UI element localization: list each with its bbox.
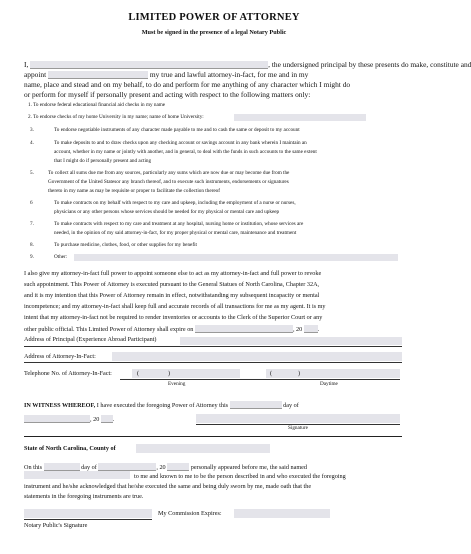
daytime-paren-open: ( xyxy=(270,370,273,377)
expire-label: other public official. This Limited Power of Attorney shall expire on xyxy=(24,326,194,333)
appeared-text: personally appeared before me, the said named xyxy=(190,464,308,471)
evening-caption: Evening xyxy=(168,381,186,387)
witness-period: . xyxy=(112,416,115,423)
notary-line-3: instrument and he/she acknowledged that he/she executed the same and being duly sworn by me, made oath that the xyxy=(24,483,312,490)
principal-signature-field[interactable] xyxy=(196,414,400,423)
intro-line-4: or perform for myself if personally present and acting with respect to the following matters only: xyxy=(24,90,311,99)
notary-day-field[interactable] xyxy=(44,463,80,471)
item-number: 4. xyxy=(30,140,34,146)
daytime-caption: Daytime xyxy=(320,381,338,387)
item-1 xyxy=(28,102,165,108)
item-3-text: To endorse negotiable instruments of any character made payable to me and to cash the same or deposit to my account xyxy=(54,127,300,133)
item-number: 1. xyxy=(28,102,32,108)
notary-state-label: State of North Carolina, County of xyxy=(24,445,116,452)
item-number: 8. xyxy=(30,242,34,248)
notary-year-field[interactable] xyxy=(167,463,189,471)
grant-line-2: such appointment. This Power of Attorney is executed pursuant to the General Statues of North Carolina, Chapter 32A, xyxy=(24,281,320,288)
item-5-line-2: Government of the United Statesor any branch thereof, and to execute such instruments, endorsements or signatures xyxy=(48,179,289,185)
notary-state-line xyxy=(24,445,116,452)
expire-year-field[interactable] xyxy=(304,325,318,333)
notary-signature-caption: Notary Public's Signature xyxy=(24,522,88,529)
document-title: LIMITED POWER OF ATTORNEY xyxy=(128,12,300,23)
appeared-name-field[interactable] xyxy=(24,471,130,479)
intro-line-1 xyxy=(24,60,471,69)
expire-period: . xyxy=(317,326,320,333)
grant-line-6 xyxy=(24,325,319,333)
intro-line-3: name, place and stead and on my behalf, to do and perform for me anything of any character which I might do xyxy=(24,80,351,89)
home-university-field[interactable] xyxy=(234,114,366,121)
notary-signature-line xyxy=(24,519,152,520)
item-number: 5. xyxy=(30,170,34,176)
notary-month-field[interactable] xyxy=(98,463,156,471)
item-6-line-2: physicians or any other persons whose services should be needed for my physical or mental care and upkeep xyxy=(54,209,280,215)
notary-line-4: statements in the foregoing instruments are true. xyxy=(24,493,144,500)
item-6-line-1: To make contracts on my behalf with respect to my care and upkeep, including the employment of a nurse or nurses, xyxy=(54,200,296,206)
item-text: To endorse checks of my home University in my name; name of home University: xyxy=(33,114,204,120)
witness-year-field[interactable] xyxy=(101,415,113,423)
item-5 xyxy=(30,170,34,176)
on-this-label: On this xyxy=(24,464,43,471)
intro-line-2-text: my true and lawful attorney-in-fact, for me and in my xyxy=(149,70,309,79)
intro-appoint-label: appoint xyxy=(24,70,47,79)
evening-paren-close: ) xyxy=(168,370,171,377)
commission-expires-field[interactable] xyxy=(234,509,330,518)
item-9-label: Other: xyxy=(54,254,68,260)
attorney-address-field[interactable] xyxy=(112,352,402,361)
expire-year-label: , 20 xyxy=(292,326,303,333)
attorney-address-label: Address of Attorney-In-Fact: xyxy=(24,353,96,360)
witness-day-field[interactable] xyxy=(230,401,282,409)
notary-year-label: , 20 xyxy=(156,464,166,471)
commission-label: My Commission Expires: xyxy=(158,510,222,517)
intro-line-2 xyxy=(24,70,308,79)
witness-month-field[interactable] xyxy=(24,415,90,423)
notary-day-of: day of xyxy=(81,464,97,471)
daytime-paren-close: ) xyxy=(298,370,301,377)
principal-address-field[interactable] xyxy=(180,337,402,345)
intro-line-1-text: , the undersigned principal by these presents do make, constitute and xyxy=(268,60,471,69)
witness-bold: IN WITNESS WHEREOF, xyxy=(24,402,96,409)
item-7 xyxy=(30,221,34,227)
principal-address-line xyxy=(24,346,402,347)
intro-i-label: I, xyxy=(24,60,29,69)
witness-year-label: , 20 xyxy=(90,416,100,423)
notary-divider xyxy=(24,436,402,437)
item-number: 9. xyxy=(30,254,34,260)
item-3 xyxy=(30,127,34,133)
item-4-line-1: To make deposits to and to draw checks upon any checking account or savings account in any bank wherein I maintain an xyxy=(54,140,307,146)
notary-line-2: to me and known to me to be the person described in and who executed the foregoing xyxy=(134,473,346,480)
witness-text: I have executed the foregoing Power of Attorney this xyxy=(95,402,229,409)
grant-line-1: I also give my attorney-in-fact full power to appoint someone else to act as my attorney-in-fact and full power to revoke xyxy=(24,270,322,277)
grant-line-4: incompetence; and my attorney-in-fact shall keep full and accurate records of all transactions for me as my agent. It is my xyxy=(24,303,326,310)
county-field[interactable] xyxy=(136,444,270,453)
grant-line-3: and it is my intention that this Power of Attorney remain in effect, notwithstanding my subsequent incapacity or mental xyxy=(24,292,320,299)
item-number: 3. xyxy=(30,127,34,133)
item-5-line-3: thereto in my name as may be requisite or proper to facilitate the collection thereof xyxy=(48,188,220,194)
telephone-line xyxy=(120,379,400,380)
evening-phone-field[interactable] xyxy=(132,369,240,378)
witness-day-of: day of xyxy=(283,402,299,409)
daytime-phone-field[interactable] xyxy=(266,369,400,378)
other-matters-field[interactable] xyxy=(74,254,398,261)
principal-name-field[interactable] xyxy=(30,61,268,69)
item-7-line-1: To make contracts with respect to my care and treatment at any hospital, nursing home or institution, whose services are xyxy=(54,221,304,227)
item-5-line-1: To collect all sums due me from any sources, particularly any sums which are now due or may become due from the xyxy=(48,170,290,176)
item-4 xyxy=(30,140,34,146)
item-number: 6 xyxy=(30,200,33,206)
attorney-name-field[interactable] xyxy=(48,71,148,79)
signature-caption: Signature xyxy=(288,425,308,431)
item-6 xyxy=(30,200,33,206)
item-7-line-2: needed, in the opinion of my said attorney-in-fact, for my proper physical or mental care, maintenance and treatment xyxy=(54,230,297,236)
item-number: 7. xyxy=(30,221,34,227)
item-8 xyxy=(30,242,34,248)
grant-line-5: intent that my attorney-in-fact not be required to render inventories or accounts to the Clerk of the Superior Court or any xyxy=(24,314,323,321)
notary-line-1 xyxy=(24,463,307,471)
item-9 xyxy=(30,254,34,260)
item-2 xyxy=(28,114,204,120)
expire-date-field[interactable] xyxy=(195,325,293,333)
witness-line xyxy=(24,401,299,409)
item-text: To endorse federal educational financial aid checks in my name xyxy=(33,102,166,108)
evening-paren-open: ( xyxy=(137,370,140,377)
item-number: 2. xyxy=(28,114,32,120)
item-4-line-2: account, whether in my name or jointly with another, and in general, to deal with the funds in such accounts to the same extent xyxy=(54,149,317,155)
attorney-address-line xyxy=(24,362,402,363)
telephone-label: Telephone No. of Attorney-In-Fact: xyxy=(24,370,112,377)
item-8-text: To purchase medicine, clothes, food, or other supplies for my benefit xyxy=(54,242,197,248)
notary-signature-field[interactable] xyxy=(24,509,152,518)
item-4-line-3: that I might do if personally present and acting xyxy=(54,158,152,164)
witness-date-line xyxy=(24,415,114,423)
principal-address-label: Address of Principal (Experience Abroad Participant) xyxy=(24,336,157,343)
document-subtitle: Must be signed in the presence of a legal Notary Public xyxy=(141,29,287,36)
